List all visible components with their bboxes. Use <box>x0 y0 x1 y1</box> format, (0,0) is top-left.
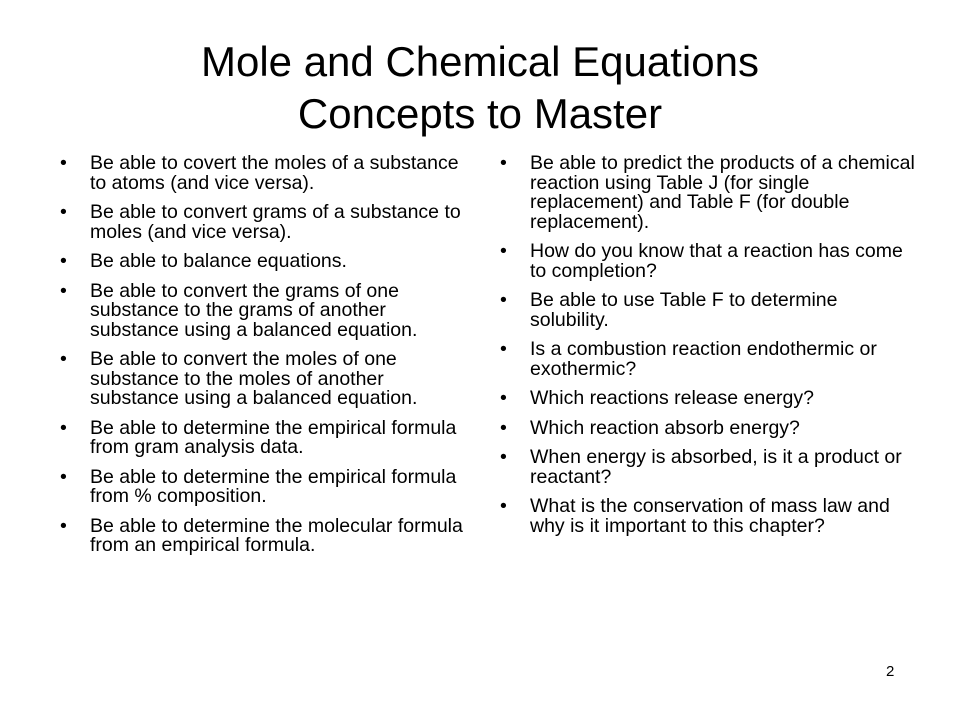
bullet-icon: • <box>500 289 507 311</box>
bullet-icon: • <box>500 240 507 262</box>
list-item <box>58 514 468 556</box>
bullet-icon: • <box>60 201 67 223</box>
list-item-text: Which reactions release energy? <box>530 387 814 409</box>
bullet-icon: • <box>500 387 507 409</box>
list-item-text: Be able to balance equations. <box>90 250 347 272</box>
list-item <box>58 465 468 507</box>
bullet-icon: • <box>60 416 67 439</box>
list-item-text: Be able to predict the products of a chemical reaction using Table J (for single replacement) and Table F (for double replacement). <box>530 152 915 233</box>
slide-title <box>80 36 880 140</box>
list-item <box>498 497 918 536</box>
bullet-icon: • <box>60 514 67 537</box>
list-item-text: Be able to determine the empirical formula from % composition. <box>90 465 457 507</box>
list-item-text: Be able to covert the moles of a substance to atoms (and vice versa). <box>90 152 459 194</box>
bullet-icon: • <box>500 446 507 468</box>
list-item <box>58 350 468 409</box>
list-item <box>498 416 918 439</box>
list-item <box>58 203 468 242</box>
list-item-text: Which reaction absorb energy? <box>530 416 800 439</box>
list-item <box>58 279 468 341</box>
list-item <box>498 389 918 409</box>
list-item <box>498 242 918 281</box>
list-item-text: Be able to determine the empirical formula from gram analysis data. <box>90 416 457 458</box>
list-item <box>58 252 468 272</box>
list-item <box>58 416 468 458</box>
list-item-text: Be able to use Table F to determine solubility. <box>530 289 838 331</box>
bullet-icon: • <box>60 348 67 370</box>
page-number: 2 <box>886 663 895 680</box>
list-item-text: Be able to convert the grams of one substance to the grams of another substance using a balanced equation. <box>90 279 418 341</box>
bullet-icon: • <box>60 152 67 174</box>
list-item-text: Be able to convert the moles of one substance to the moles of another substance using a balanced equation. <box>90 348 418 409</box>
bullet-icon: • <box>60 250 67 272</box>
left-bullet-list <box>58 154 468 566</box>
list-item-text: Is a combustion reaction endothermic or exothermic? <box>530 338 877 380</box>
list-item <box>498 340 918 379</box>
right-bullet-list <box>498 154 918 546</box>
list-item <box>498 448 918 487</box>
list-item <box>498 154 918 232</box>
slide-title-line-1: Mole and Chemical Equations <box>201 38 759 85</box>
bullet-icon: • <box>500 152 507 174</box>
list-item-text: How do you know that a reaction has come to completion? <box>530 240 903 282</box>
list-item-text: What is the conservation of mass law and why is it important to this chapter? <box>530 495 890 537</box>
list-item <box>58 154 468 193</box>
slide-title-line-2: Concepts to Master <box>297 90 663 137</box>
list-item-text: When energy is absorbed, is it a product or reactant? <box>530 446 902 488</box>
bullet-icon: • <box>500 416 507 439</box>
bullet-icon: • <box>60 465 67 488</box>
bullet-icon: • <box>60 279 67 302</box>
bullet-icon: • <box>500 495 507 517</box>
list-item-text: Be able to determine the molecular formula from an empirical formula. <box>90 514 463 556</box>
bullet-icon: • <box>500 338 507 360</box>
list-item <box>498 291 918 330</box>
list-item-text: Be able to convert grams of a substance to moles (and vice versa). <box>90 201 461 243</box>
